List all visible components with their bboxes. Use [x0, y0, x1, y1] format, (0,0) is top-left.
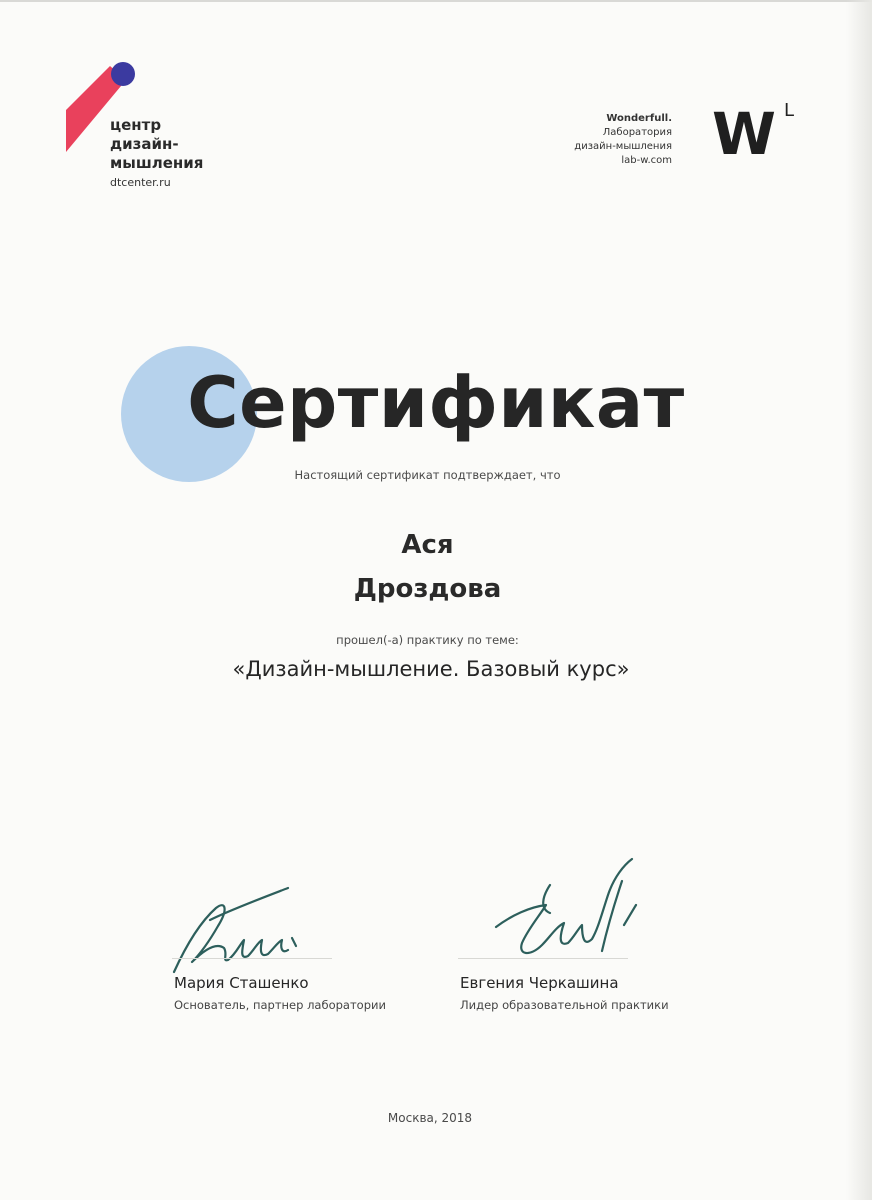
signature-1-handwriting: [170, 880, 310, 980]
signature-2-handwriting: [490, 855, 650, 985]
signer-2-name: Евгения Черкашина: [460, 974, 619, 992]
certificate-subtitle: Настоящий сертификат подтверждает, что: [294, 468, 561, 482]
dtcenter-logo-text: [110, 116, 203, 173]
dtcenter-line-2: дизайн-: [110, 135, 179, 153]
signer-1-name: Мария Сташенко: [174, 974, 309, 992]
dtcenter-line-1: центр: [110, 116, 162, 134]
wl-mark-w: W: [712, 100, 774, 168]
passed-text: прошел(-а) практику по теме:: [336, 633, 519, 647]
dtcenter-line-3: мышления: [110, 154, 204, 172]
wonderfull-url: lab-w.com: [621, 155, 672, 166]
city-year: Москва, 2018: [387, 1111, 473, 1125]
course-title: «Дизайн-мышление. Базовый курс»: [232, 657, 630, 681]
signer-1-role: Основатель, партнер лаборатории: [174, 998, 386, 1012]
wonderfull-line-3: дизайн-мышления: [574, 141, 672, 152]
wonderfull-logo-text: [574, 112, 672, 168]
wonderfull-brand: Wonderfull.: [606, 113, 672, 124]
wl-mark-l: L: [783, 100, 794, 121]
dtcenter-logo: [64, 60, 224, 200]
wonderfull-logo: [562, 100, 802, 178]
wonderfull-line-2: Лаборатория: [602, 127, 672, 138]
signature-1-line: [172, 958, 332, 959]
dtcenter-url: dtcenter.ru: [110, 176, 171, 189]
recipient-last-name: Дроздова: [353, 574, 502, 604]
signer-2-role: Лидер образовательной практики: [460, 998, 669, 1012]
recipient-first-name: Ася: [401, 530, 454, 560]
certificate-title: Сертификат: [187, 362, 685, 444]
signature-2-line: [458, 958, 628, 959]
scan-top-edge: [0, 0, 872, 2]
